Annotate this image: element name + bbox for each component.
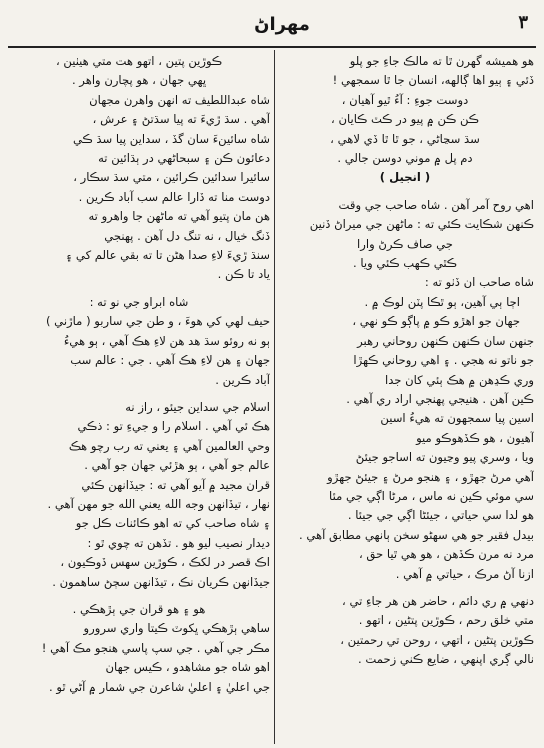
text-line: آهي . سڌ ڙيءَ ته پيا سڌتڻ ۽ عرش ، [92,112,270,127]
text-line: ازنا آڻ مرڪ ، حياتي ۾ آهي . [395,566,534,581]
text-line: اڄا ٻي آهين، ٻو ٿڪا پٽن لوڪ ۾ . [364,294,520,309]
text-line: سنڌ ڙيءَ لاءِ صدا هڻن تا ته بقي عالم کي ۽ [65,248,270,263]
text-line: دنهي ۾ ري دائم ، حاضر هن هر جاءِ تي ، [342,593,534,608]
text-line: ويا ، وسري پيو وڃيون ته اساجو جيئڻ [355,450,534,465]
text-line: اڪ قصر در لکڪ ، ڪوڙين سهس ڏوڪيون ، [60,555,270,570]
paragraph-gap [8,285,270,293]
left-text-column [8,52,270,742]
text-line: ڪوڙين پتين ، اتهو هت متي هيٺين ، [55,54,223,68]
text-line: جهان ۽ هن لاءِ هڪ آهي . جي : عالم سب [70,353,270,368]
text-line: دوست جوءِ : آءُ ٿيو آهيان ، [341,92,469,107]
text-line: ڪن ڪن ۾ پيو در ڪٽ ڪايان ، [331,112,479,127]
text-line: شاه سائينءَ سان گڏ ، سداين پيا سڌ ڪي [72,131,270,146]
text-line: آهيون ، هو ڪڏهوڪو ميو [416,430,534,445]
text-line: اهي روح آمر آهن . شاه صاحب جي وقت [338,197,534,212]
text-line: ڏئي ۽ ٻيو اها ڳالهه، انسان جا ٿا سمجهي ! [332,73,534,88]
text-line: جيڏانهن ڪريان نڪ ، تيڏانهن سڄڻ ساهمون . [52,574,270,589]
paragraph-gap [8,390,270,398]
column-divider [274,50,275,744]
text-line: ڪين آهن . هنيجي پهنجي اراد ري آهي . [346,391,534,406]
text-line: جو ناتو نه هجي . ۽ اهي روحاني ڪهڙا [353,353,534,368]
text-line: جي اعليٰ ۽ اعليٰ شاعرن جي شمار ۾ آڻي ٿو . [48,679,270,694]
masthead-title: مهراڻ [254,14,310,35]
text-line: متي خلق رحم ، ڪوڙين پتڻين ، اتهو . [358,613,534,628]
paragraph-gap [276,188,534,196]
text-line: مڪر جي آهي . جي سپ پاسي هنجو مڪ آهي ! [41,640,270,655]
header-rule [8,46,536,48]
text-line: شاه عبداللطيف ته انهن واهرن مجهان [89,92,270,107]
text-line: ديدار نصيب ليو هو . تڏهن ته چوي ٿو : [87,535,270,550]
text-line: وحي العالمين آهي ۽ يعني ته رب رچو هڪ [68,438,270,453]
text-line: جنهن سان ڪنهن ڪنهن روحاني رهبر [357,333,534,348]
text-line: جي صاف ڪرڻ وارا [357,236,453,251]
text-line: مرد نه مرن ڪڏهن ، هو هي ٿيا حق ، [358,547,534,562]
text-line: آباد ڪرين . [215,372,270,387]
text-line: شاه ابراو جي نو ته : [89,294,189,309]
text-line: نالي ڳري اپنهي ، ضايع ڪني زحمت . [358,652,534,667]
right-text-column [276,52,534,742]
text-line: هو لدا سي حياتي ، جيئڻا اڳي جي جيئا . [347,508,534,523]
text-line: ۽ شاه صاحب کي ته اهو ڪائنات ڪل جو [75,516,270,531]
text-line: بيدل فقير جو هي سهڻو سخن ٻانهي مطابق آهي . [298,527,534,542]
text-line: دعائون ڪن ۽ سبحاڻهي در ٻڌائين ته [98,151,270,166]
text-line: دوست منا ته ڏارا عالم سب آباد ڪرين . [78,189,270,204]
paragraph-gap [276,584,534,592]
text-line: عالم جو آهي ، ٻو هڙئي جهان جو آهي . [84,458,270,473]
text-line: سڌ سڃاڻي ، جو ٿا ٿا ڏي لاهي ، [330,131,480,146]
text-line: ڏنگ خيال ، نه تنگ دل آهن . پهنجي [104,228,270,243]
text-line: دم پل ۾ موني دوسن جالي . [337,151,473,166]
text-line: اسين پيا سمجهون ته هيءُ اسين [380,411,534,426]
text-line: نهار ، تيڏانهن وجه الله يعني الله جو مهن آهي . [47,496,270,511]
text-line: حيف لهي کي هوءَ ، و طن جي ساربو ( ماڙني ) [45,314,270,329]
text-line: هو هميشه گهرن ٿا ته مالڪ جاءِ جو پلو [349,54,534,68]
paragraph-gap [8,592,270,600]
text-line: اسلام جي سداين جيئو ، راز نه [125,399,270,414]
text-line: ڪنهن شڪايت ڪئي ته : ماڻهن جي ميراڻ ڏنين [309,217,534,232]
text-line: ٻو نه روئو سڌ هد هن لاءِ هڪ آهي ، ٻو هيءُ [63,333,270,348]
page-number: ٣ [518,12,528,33]
text-line: قران مجيد ۾ آيو آهي ته : جيڏانهن ڪئي [81,477,270,492]
text-line: ساهي ٻڙهڪي ڀکوٽ ڪيتا واري سرورو [83,621,270,636]
text-line: ( انجيل ) [379,170,431,185]
text-line: ياد تا ڪن . [217,267,270,282]
text-line: ڀهي جهان ، هو پچارن واهر . [71,73,207,88]
text-line: وري ڪڍهن ۾ هڪ ٻئي کان جدا [384,372,534,387]
text-line: هڪ ئي آهي . اسلام را و جيءِ تو : ذڪي [77,419,270,434]
page-header [10,8,534,48]
text-line: سائيرا سدائين ڪرائين ، متي سڌ سڪار ، [73,170,270,185]
text-line: ڪٿي ڪهب ڪئي ويا . [352,256,458,271]
text-line: آهي مرڻ جهڙو ، ۽ هنجو مرڻ ۽ جيئڻ جهڙو [327,469,534,484]
text-line: هن مان پتيو آهي ته ماڻهن جا واهرو ته [88,209,270,224]
text-line: ڪوڙين پتڻين ، اتهي ، روحن تي رحمتين ، [340,632,534,647]
text-line: هو ۽ هو قران جي ٻڙهڪي . [72,601,206,616]
text-line: جهان جو اهڙو ڪو ۾ پاڳو ڪو نهي ، [352,314,520,329]
text-line: اهو شاه جو مشاهدو ، ڪيس جهان [105,660,270,675]
text-line: شاه صاحب ان ڏٺو ته : [424,275,534,290]
text-line: سي موئي ڪين نه ماس ، مرڻا اڳي جي مئا [329,488,534,503]
